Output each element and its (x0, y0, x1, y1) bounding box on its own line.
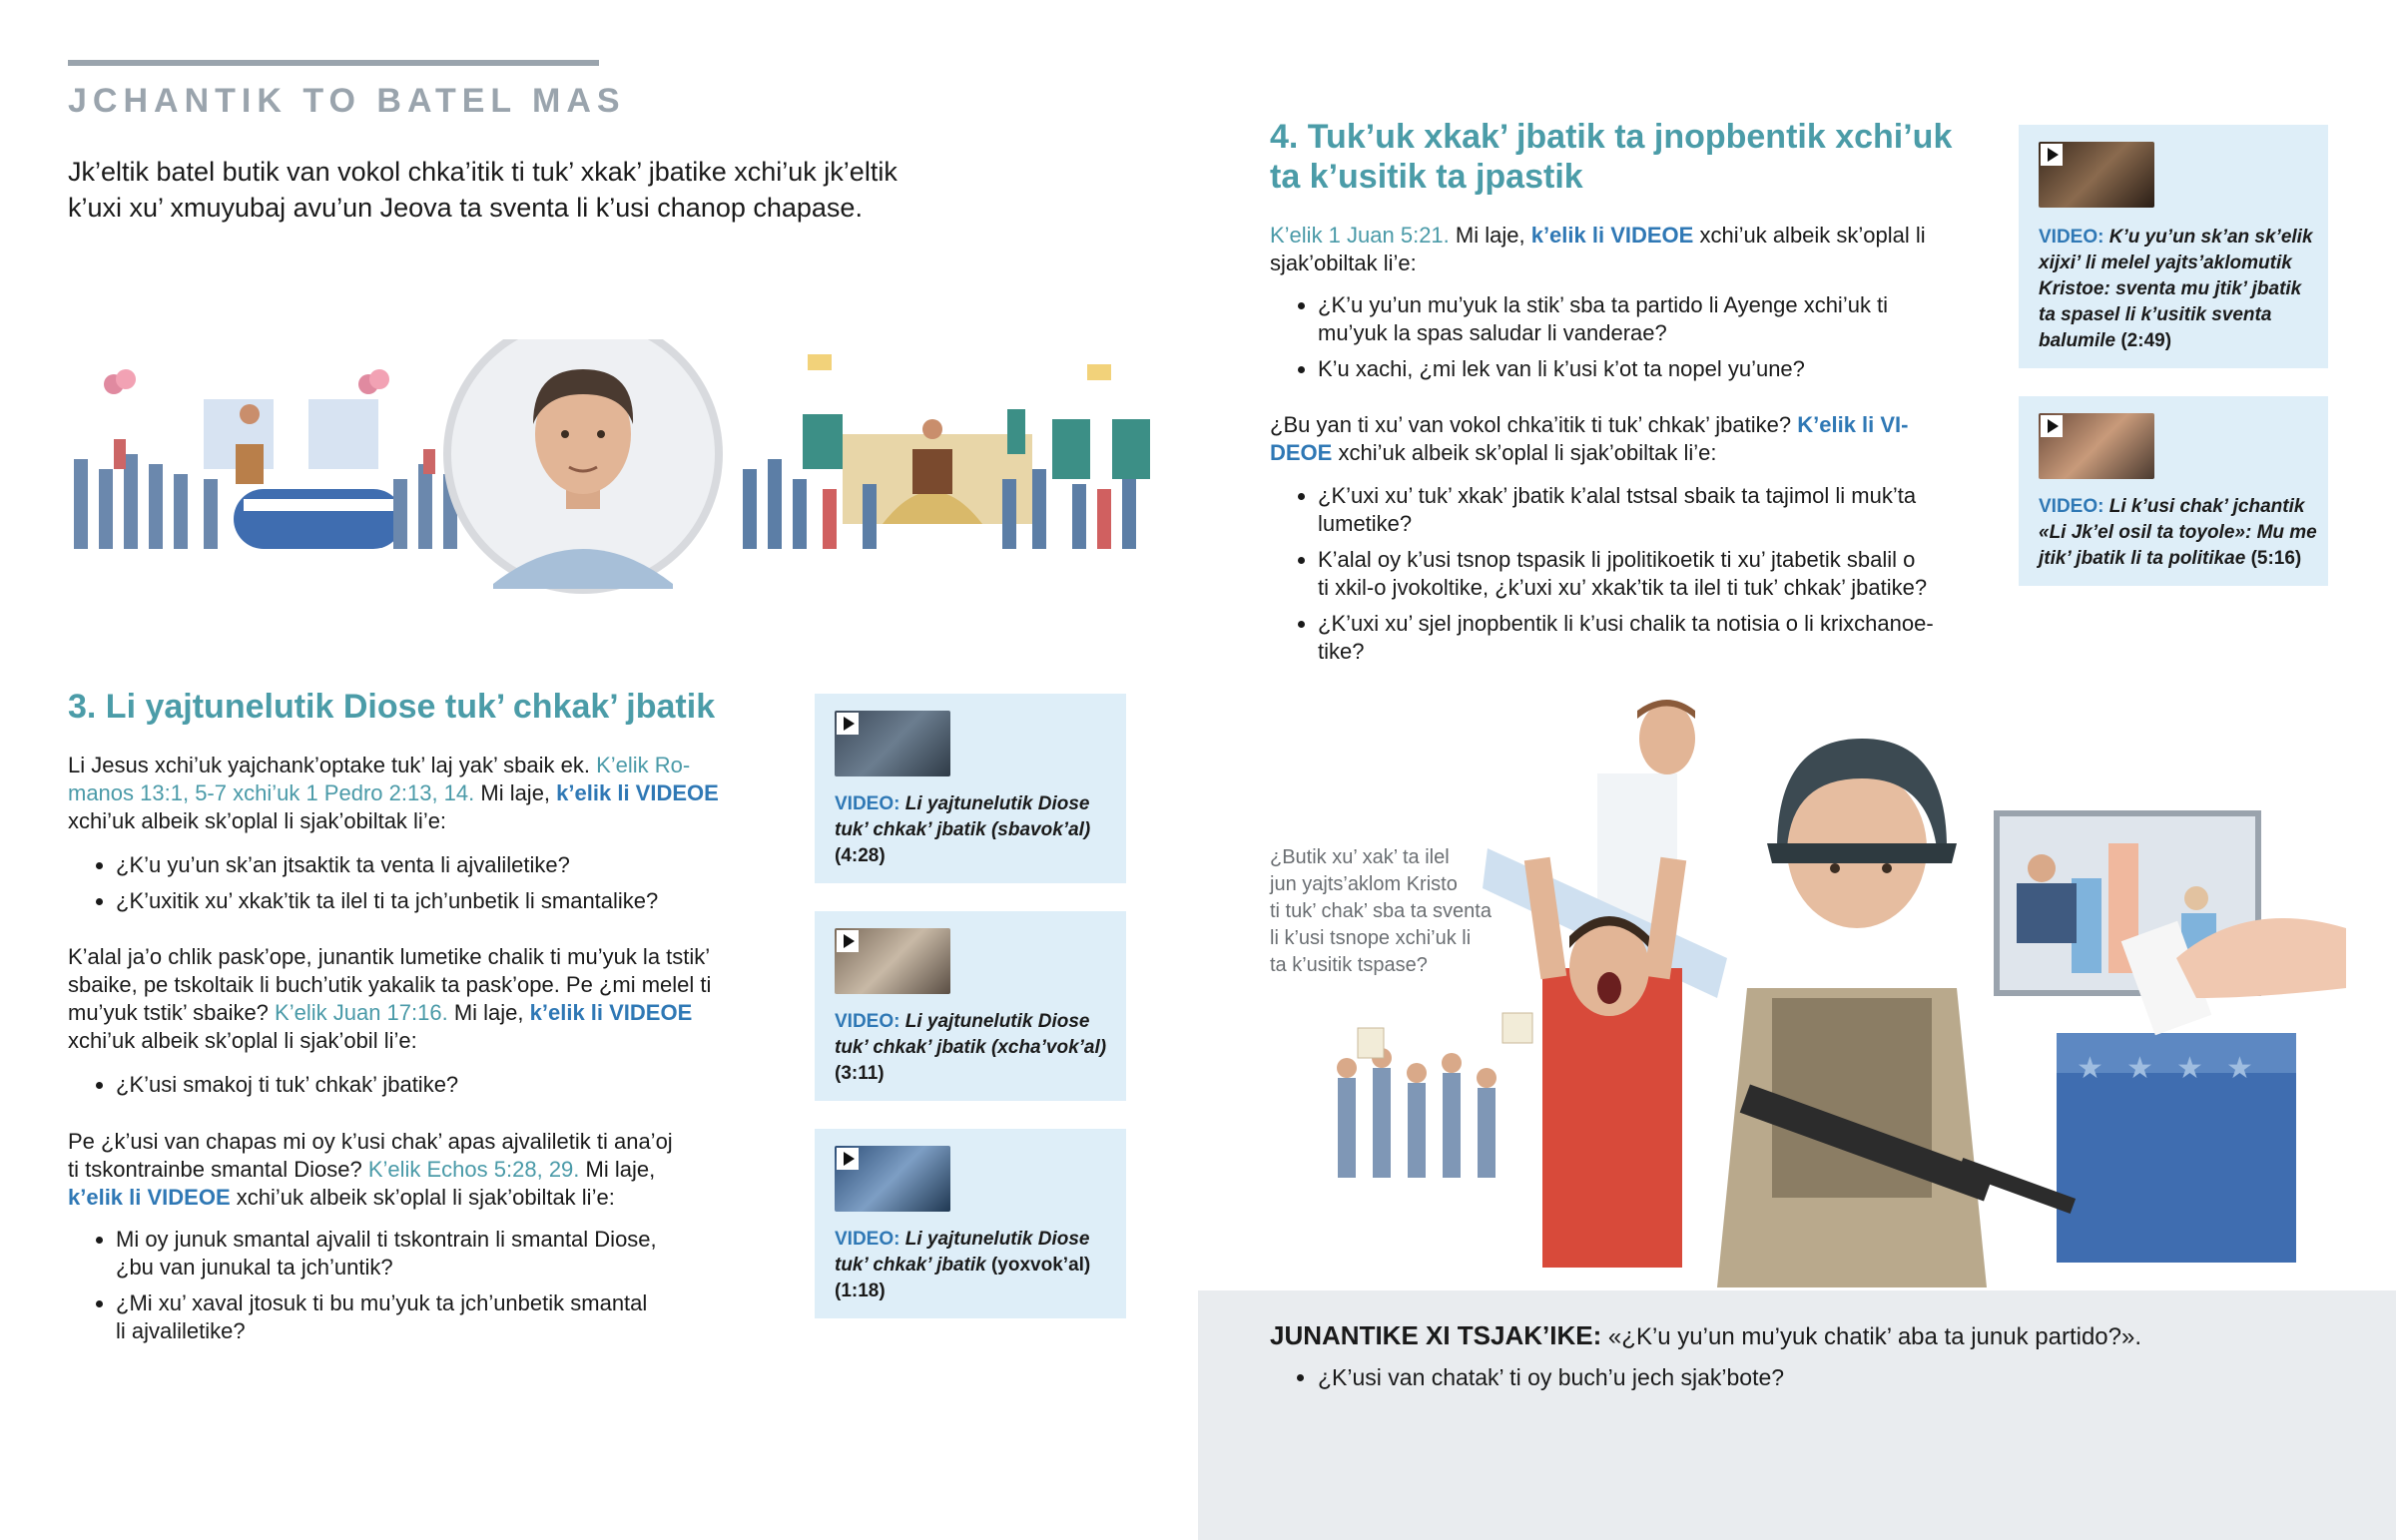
video-thumbnail-2[interactable] (835, 928, 950, 994)
scripture-reference[interactable]: K’elik 1 Juan 5:21. (1270, 223, 1450, 248)
paragraph-text: Pe ¿k’usi van chapas mi oy k’usi chak’ apas ajvaliletik ti ana’oj (68, 1129, 673, 1154)
video-link[interactable]: k’elik li VIDEOE (529, 1000, 693, 1025)
question-item: • ¿K’uxi xu’ sjel jnopbentik li k’usi chalik ta notisia o li krixchanoe- tike? (1318, 610, 2037, 666)
video-box-5[interactable] (2019, 396, 2328, 586)
svg-text:★: ★ (2176, 1052, 2203, 1085)
left-rally (74, 369, 457, 549)
video-link[interactable]: K’elik li VI- (1797, 412, 1909, 437)
video-thumbnail-3[interactable] (835, 1146, 950, 1212)
closing-question (1270, 1319, 2141, 1353)
scripture-reference[interactable]: K’elik Juan 17:16. (275, 1000, 448, 1025)
paragraph-text: sjak’obiltak li’e: (1270, 251, 1417, 275)
video-thumbnail-5[interactable] (2039, 413, 2154, 479)
svg-text:★: ★ (2226, 1052, 2253, 1085)
play-icon (2041, 144, 2063, 166)
section-3-paragraph-1 (68, 752, 767, 835)
video-box-4[interactable] (2019, 125, 2328, 368)
scripture-reference[interactable]: K’elik Echos 5:28, 29. (367, 1157, 580, 1182)
paragraph-text: ¿Bu yan ti xu’ van vokol chka’itik ti tuk’ chkak’ jbatike? (1270, 412, 1798, 437)
political-rallies-illustration (64, 339, 1162, 619)
video-box-2[interactable] (815, 911, 1126, 1101)
paragraph-text: xchi’uk albeik sk’oplal li (1693, 223, 1926, 248)
paragraph-text: K’alal ja’o chlik pask’ope, junantik lumetike chalik ti mu’yuk la tstik’ (68, 944, 711, 969)
video-box-1[interactable] (815, 694, 1126, 883)
section-3-questions-1 (68, 851, 815, 923)
paragraph-text: Mi laje, (579, 1157, 656, 1182)
section-3-title: 3. Li yajtunelutik Diose tuk’ chkak’ jbatik (68, 688, 716, 726)
paragraph-text: mu’yuk tstik’ sbaike? (68, 1000, 276, 1025)
paragraph-text: xchi’uk albeik sk’oplal li sjak’obiltak li’e: (1332, 440, 1717, 465)
scripture-reference[interactable]: K’elik Ro- (596, 753, 691, 777)
question-item: • ¿Mi xu’ xaval jtosuk ti bu mu’yuk ta jch’unbetik smantal li ajvaliletike? (116, 1289, 815, 1345)
paragraph-text: Mi laje, (1449, 223, 1531, 248)
video-link[interactable]: k’elik li VIDEOE (68, 1185, 231, 1210)
question-item: • ¿K’u yu’un mu’yuk la stik’ sba ta partido li Ayenge xchi’uk ti mu’yuk la spas saludar li vanderae? (1318, 291, 2017, 347)
video-box-3[interactable] (815, 1129, 1126, 1318)
section-4-paragraph-1 (1270, 222, 1969, 277)
paragraph-text: xchi’uk albeik sk’oplal li sjak’obil li’e: (68, 1028, 417, 1053)
question-item: • K’u xachi, ¿mi lek van li k’usi k’ot ta nopel yu’une? (1318, 355, 2017, 383)
video-caption-2: VIDEO: Li yajtunelutik Diose tuk’ chkak’ jbatik (xcha’vok’al) (3:11) (835, 1011, 1107, 1084)
section-4-title: 4. Tuk’uk xkak’ jbatik ta jnopbentik xchi’uk ta k’usitik ta jpastik (1270, 118, 1953, 196)
section-3-questions-3 (68, 1226, 815, 1353)
video-thumbnail-1[interactable] (835, 711, 950, 776)
protesters (1337, 1013, 1532, 1178)
video-link[interactable]: k’elik li VIDEOE (1530, 223, 1694, 248)
section-3-paragraph-3 (68, 1128, 787, 1212)
video-thumbnail-4[interactable] (2039, 142, 2154, 208)
illustration-caption: ¿Butik xu’ xak’ ta ilel jun yajts’aklom Kristo ti tuk’ chak’ sba ta sventa li k’usi tsnope xchi’uk li ta k’usitik tspase? (1270, 846, 1492, 976)
paragraph-text: sbaike, pe tskoltaik li buch’utik yakalik ta pask’ope. Pe ¿mi melel ti (68, 972, 712, 997)
section-4-questions-2 (1270, 482, 2037, 674)
section-3-questions-2 (68, 1071, 815, 1107)
question-item: • ¿K’usi smakoj ti tuk’ chkak’ jbatike? (116, 1071, 815, 1099)
intro-text (68, 154, 898, 226)
closing-bullet: • ¿K’usi van chatak’ ti oy buch’u jech sjak’bote? (1318, 1363, 2216, 1391)
closing-bullets (1270, 1363, 2216, 1399)
paragraph-text: Li Jesus xchi’uk yajchank’optake tuk’ laj yak’ sbaik ek. (68, 753, 597, 777)
video-link[interactable]: k’elik li VIDEOE (556, 780, 719, 805)
question-item: • ¿K’uxitik xu’ xkak’tik ta ilel ti ta jch’unbetik li smantalike? (116, 887, 815, 915)
paragraph-text: Mi laje, (447, 1000, 530, 1025)
video-caption-3: VIDEO: Li yajtunelutik Diose tuk’ chkak’ jbatik (yoxvok’al) (1:18) (835, 1229, 1091, 1301)
question-item: • Mi oy junuk smantal ajvalil ti tskontrain li smantal Diose, ¿bu van junukal ta jch’untik? (116, 1226, 815, 1282)
shouting-fan (1524, 857, 1686, 1268)
intro-line-1: Jk’eltik batel butik van vokol chka’itik ti tuk’ xkak’ jbatike xchi’uk jk’eltik (68, 157, 898, 187)
video-caption-5: VIDEO: Li k’usi chak’ jchantik «Li Jk’el osil ta toyole»: Mu me jtik’ jbatik li ta politikae (5:16) (2039, 496, 2317, 569)
video-link[interactable]: DEOE (1270, 440, 1333, 465)
play-icon (837, 1148, 859, 1170)
play-icon (837, 930, 859, 952)
question-item: • ¿K’u yu’un sk’an jtsaktik ta venta li ajvaliletike? (116, 851, 815, 879)
play-icon (2041, 415, 2063, 437)
svg-text:★: ★ (2126, 1052, 2153, 1085)
paragraph-text: Mi laje, (474, 780, 557, 805)
scripture-reference[interactable]: manos 13:1, 5-7 xchi’uk 1 Pedro 2:13, 14. (68, 780, 475, 805)
closing-question-text: «¿K’u yu’un mu’yuk chatik’ aba ta junuk partido?». (1601, 1323, 2142, 1350)
section-kicker: JCHANTIK TO BATEL MAS (68, 82, 626, 120)
svg-text:★: ★ (2077, 1052, 2103, 1085)
question-item: • ¿K’uxi xu’ tuk’ xkak’ jbatik k’alal tstsal sbaik ta tajimol li muk’ta lumetike? (1318, 482, 2037, 538)
section-4-questions-1 (1270, 291, 2017, 391)
neutrality-illustration (1298, 699, 2356, 1287)
right-rally (743, 354, 1150, 549)
section-3-paragraph-2 (68, 943, 787, 1055)
question-item: • K’alal oy k’usi tsnop tspasik li jpolitikoetik ti xu’ jtabetik sbalil o ti xkil-o jvokoltike, ¿k’uxi xu’ xkak’tik ta ilel ti tuk’ chkak’ jbatike? (1318, 546, 2037, 602)
play-icon (837, 713, 859, 735)
closing-label: JUNANTIKE XI TSJAK’IKE: (1270, 1320, 1602, 1350)
paragraph-text: ti tskontrainbe smantal Diose? (68, 1157, 368, 1182)
intro-line-2: k’uxi xu’ xmuyubaj avu’un Jeova ta sventa li k’usi chanop chapase. (68, 193, 863, 223)
portrait (443, 339, 723, 594)
paragraph-text: xchi’uk albeik sk’oplal li sjak’obiltak li’e: (230, 1185, 615, 1210)
paragraph-text: xchi’uk albeik sk’oplal li sjak’obiltak li’e: (68, 808, 447, 833)
section-4-paragraph-2 (1270, 411, 1969, 467)
video-caption-4: VIDEO: K’u yu’un sk’an sk’elik xijxi’ li melel yajts’aklomutik Kristoe: sventa mu jtik’ jbatik ta spasel li k’usitik sventa balumile (2:49) (2039, 227, 2313, 351)
video-caption-1: VIDEO: Li yajtunelutik Diose tuk’ chkak’ jbatik (sbavok’al) (4:28) (835, 793, 1091, 866)
kicker-rule (68, 60, 599, 66)
